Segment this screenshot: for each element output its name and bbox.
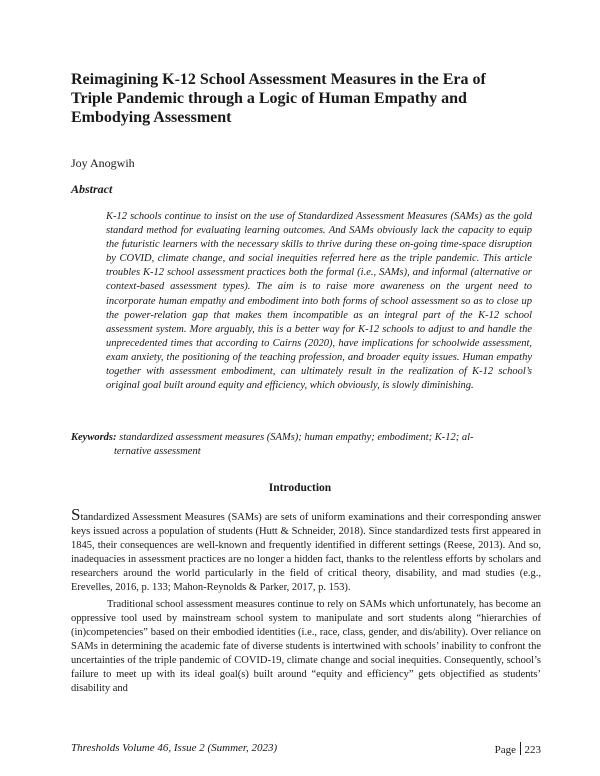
keywords-line-1: standardized assessment measures (SAMs); human empathy; embodiment; K-12; al- (119, 432, 474, 443)
page-divider (520, 742, 521, 755)
abstract-heading: Abstract (71, 182, 113, 196)
drop-cap: S (71, 505, 81, 524)
page-label: Page (494, 744, 516, 756)
page-number-footer (495, 742, 541, 756)
keywords-label: Keywords: (71, 432, 117, 443)
journal-footer: Thresholds Volume 46, Issue 2 (Summer, 2023) (71, 742, 278, 754)
paragraph-1-text: tandardized Assessment Measures (SAMs) are sets of uniform examinations and their corresponding answer keys issued across a population of students (Hutt & Schneider, 2018). Since standardized tests first appeared in 1845, their consequences are well-known and frequently identified in different settings (Reese, 2013). And so, inadequacies in assessment practices are no longer a hidden fact, thanks to the relentless efforts by scholars and researchers around the world particularly in the field of critical theory, disability, and mad studies (e.g., Erevelles, 2016, p. 133; Mahon-Reynolds & Parker, 2017, p. 153). (71, 512, 541, 594)
author-name: Joy Anogwih (71, 156, 135, 170)
introduction-body (71, 505, 541, 696)
introduction-paragraph-2: Traditional school assessment measures continue to rely on SAMs which unfortunately, has become an oppressive tool used by mainstream school system to manipulate and sort students along “hierarchies of (in)competencies” based on their embodied identities (i.e., race, class, gender, and dis/ability). Over reliance on SAMs in determining the academic fate of diverse students is intertwined with schools’ inability to confront the uncertainties of the triple pandemic of COVID-19, climate change and social inequities. Consequently, school’s failure to meet up with its ideal goal(s) built around “equity and efficiency” gets objectified as students’ disability and (71, 598, 541, 695)
keywords-block (71, 431, 541, 459)
abstract-body: K-12 schools continue to insist on the use of Standardized Assessment Measures (SAMs) as the gold standard method for evaluating learning outcomes. And SAMs obviously lack the capacity to equip the futuristic learners with the necessary skills to thrive during these on-going time-space disruption by COVID, climate change, and social inequities referred here as the triple pandemic. This article troubles K-12 school assessment practices both the formal (i.e., SAMs), and informal (alternative or context-based assessment types). The aim is to raise more awareness on the urgent need to incorporate human empathy and embodiment into both forms of school assessment so as to close up the power-relation gap that makes them incompatible as an integral part of the K-12 school assessment system. More arguably, this is a better way for K-12 schools to adjust to and handle the unprecedented times that according to Cairns (2020), have implications for schoolwide assessment, exam anxiety, the positioning of the teaching profession, and broader equity issues. Human empathy together with assessment embodiment, can ultimately result in the realization of K-12 school’s original goal built around equity and efficiency, which obviously, is slowly diminishing. (106, 211, 532, 392)
introduction-paragraph-1 (71, 505, 541, 596)
page-number: 223 (524, 744, 541, 756)
keywords-line-2: ternative assessment (114, 446, 201, 457)
article-title: Reimagining K-12 School Assessment Measures in the Era of Triple Pandemic through a Logic of Human Empathy and Embodying Assessment (71, 71, 486, 126)
introduction-heading: Introduction (268, 482, 332, 494)
